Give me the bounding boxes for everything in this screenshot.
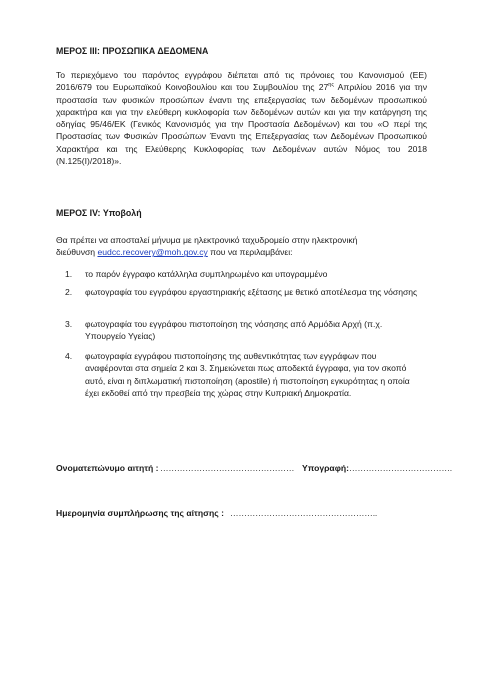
applicant-name-field[interactable]: ………………………………………… — [160, 463, 295, 473]
applicant-name-label: Ονοματεπώνυμο αιτητή : — [56, 463, 159, 473]
section-4-title: ΜΕΡΟΣ ΙV: Υποβολή — [56, 208, 142, 218]
section-4-intro — [56, 234, 426, 259]
completion-date-label: Ημερομηνία συμπλήρωσης της αίτησης : — [56, 508, 224, 518]
list-item-number: 1. — [65, 269, 73, 279]
ordinal-superscript: ης — [328, 82, 334, 89]
completion-date-field[interactable]: …………………………………………….. — [230, 508, 378, 518]
email-link[interactable]: eudcc.recovery@moh.gov.cy — [97, 247, 208, 258]
list-item-text: το παρόν έγγραφο κατάλληλα συμπληρωμένο και υπογραμμένο — [85, 269, 328, 279]
signature-field[interactable]: ………………………………. — [349, 463, 452, 473]
signature-label: Υπογραφή: — [302, 463, 349, 473]
list-item-text: φωτογραφία του εγγράφου εργαστηριακής εξέτασης με θετικό αποτέλεσμα της νόσησης — [85, 287, 418, 297]
list-item-number: 2. — [65, 287, 73, 297]
list-item-text: φωτογραφία εγγράφου πιστοποίησης της αυθεντικότητας των εγγράφων που αναφέρονται στα σημεία 2 και 3. Σημειώνεται πως αποδεκτά έγγραφα, για τον σκοπό αυτό, είναι η διπλωματική πιστοποίηση (apostile) ή πιστοποίηση εγκυρότητας η οποία έχει εκδοθεί από την πρεσβεία της χώρας στην Κυπριακή Δημοκρατία. — [85, 351, 410, 398]
section-3-paragraph — [56, 69, 427, 167]
section-3-text-part1: Το περιεχόμενο του παρόντος εγγράφου διέπεται από τις πρόνοιες του Κανονισμού (ΕΕ) 2016/679 του Ευρωπαϊκού Κοινοβουλίου και του Συμβουλίου της 27 — [56, 70, 427, 93]
intro-text-after-email: που να περιλαμβάνει: — [207, 247, 293, 258]
list-item-number: 4. — [65, 351, 73, 361]
intro-text-before-email: διεύθυνση — [56, 247, 98, 258]
intro-line-2 — [56, 246, 426, 258]
list-item-number: 3. — [65, 319, 73, 329]
list-item-text: φωτογραφία του εγγράφου πιστοποίηση της νόσησης από Αρμόδια Αρχή (π.χ. Υπουργείο Υγείας) — [85, 319, 383, 342]
section-3-text-part2: Απριλίου 2016 για την προστασία των φυσικών προσώπων έναντι της επεξεργασίας των δεδομένων προσωπικού χαρακτήρα και για την ελεύθερη κυκλοφορία των δεδομένων αυτών και για την κατάργηση της οδηγίας 95/46/ΕΚ (Γενικός Κανονισμός για την Προστασία Δεδομένων) και του «Ο περί της Προστασίας των Φυσικών Προσώπων Έναντι της Επεξεργασίας των Δεδομένων Προσωπικού Χαρακτήρα και της Ελεύθερης Κυκλοφορίας των Δεδομένων αυτών Νόμος του 2018 (Ν.125(Ι)/2018)». — [56, 82, 428, 166]
section-3-title: ΜΕΡΟΣ ΙΙΙ: ΠΡΟΣΩΠΙΚΑ ΔΕΔΟΜΕΝΑ — [56, 46, 209, 56]
intro-line-1: Θα πρέπει να αποσταλεί μήνυμα με ηλεκτρονικό ταχυδρομείο στην ηλεκτρονική — [56, 235, 358, 245]
